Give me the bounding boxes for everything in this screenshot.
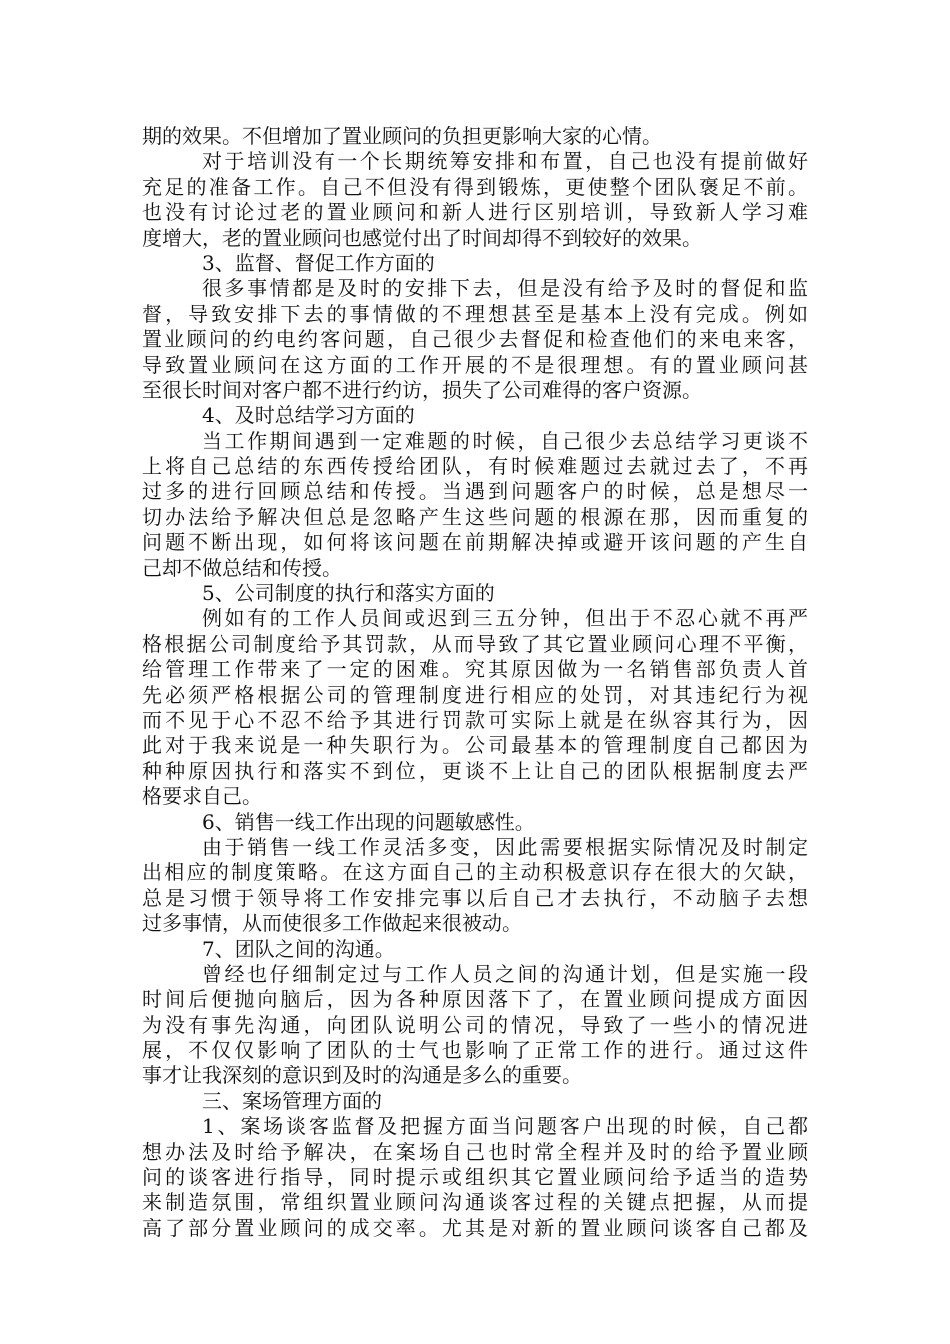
text-line: 例如有的工作人员间或迟到三五分钟，但出于不忍心就不再严 [202, 606, 808, 631]
text-line: 问的谈客进行指导，同时提示或组织其它置业顾问给予适当的造势 [142, 1165, 808, 1190]
text-line: 当工作期间遇到一定难题的时候，自己很少去总结学习更谈不 [202, 428, 808, 453]
text-line: 也没有讨论过老的置业顾问和新人进行区别培训，导致新人学习难 [142, 200, 808, 225]
text-line: 切办法给予解决但总是忽略产生这些问题的根源在那，因而重复的 [142, 504, 808, 529]
text-line: 5、公司制度的执行和落实方面的 [202, 581, 495, 606]
text-line: 上将自己总结的东西传授给团队，有时候难题过去就过去了，不再 [142, 454, 808, 479]
text-line: 充足的准备工作。自己不但没有得到锻炼，更使整个团队褒足不前。 [142, 174, 808, 199]
text-line: 为没有事先沟通，向团队说明公司的情况，导致了一些小的情况进 [142, 1012, 808, 1037]
text-line: 导致置业顾问在这方面的工作开展的不是很理想。有的置业顾问甚 [142, 352, 808, 377]
text-line: 问题不断出现，如何将该问题在前期解决掉或避开该问题的产生自 [142, 530, 808, 555]
text-line: 高了部分置业顾问的成交率。尤其是对新的置业顾问谈客自己都及 [142, 1215, 808, 1240]
text-line: 很多事情都是及时的安排下去，但是没有给予及时的督促和监 [202, 276, 808, 301]
text-line: 格根据公司制度给予其罚款，从而导致了其它置业顾问心理不平衡， [142, 631, 808, 656]
text-line: 曾经也仔细制定过与工作人员之间的沟通计划，但是实施一段 [202, 961, 808, 986]
text-line: 总是习惯于领导将工作安排完事以后自己才去执行，不动脑子去想 [142, 885, 808, 910]
text-line: 3、监督、督促工作方面的 [202, 250, 435, 275]
text-line: 4、及时总结学习方面的 [202, 403, 415, 428]
text-line: 度增大，老的置业顾问也感觉付出了时间却得不到较好的效果。 [142, 225, 702, 250]
text-line: 先必须严格根据公司的管理制度进行相应的处罚，对其违纪行为视 [142, 682, 808, 707]
text-line: 事才让我深刻的意识到及时的沟通是多么的重要。 [142, 1063, 582, 1088]
text-line: 展，不仅仅影响了团队的士气也影响了正常工作的进行。通过这件 [142, 1038, 808, 1063]
text-line: 此对于我来说是一种失职行为。公司最基本的管理制度自己都因为 [142, 733, 808, 758]
text-line: 至很长时间对客户都不进行约访，损失了公司难得的客户资源。 [142, 377, 702, 402]
text-line: 来制造氛围，常组织置业顾问沟通谈客过程的关键点把握，从而提 [142, 1190, 808, 1215]
text-line: 过多的进行回顾总结和传授。当遇到问题客户的时候，总是想尽一 [142, 479, 808, 504]
text-line: 7、团队之间的沟通。 [202, 936, 395, 961]
text-line: 己却不做总结和传授。 [142, 555, 342, 580]
text-line: 格要求自己。 [142, 784, 262, 809]
text-line: 置业顾问的约电约客问题，自己很少去督促和检查他们的来电来客， [142, 327, 808, 352]
text-line: 时间后便抛向脑后，因为各种原因落下了，在置业顾问提成方面因 [142, 987, 808, 1012]
text-line: 由于销售一线工作灵活多变，因此需要根据实际情况及时制定 [202, 834, 808, 859]
text-line: 种种原因执行和落实不到位，更谈不上让自己的团队根据制度去严 [142, 758, 808, 783]
text-line: 过多事情，从而使很多工作做起来很被动。 [142, 911, 522, 936]
text-line: 给管理工作带来了一定的困难。究其原因做为一名销售部负责人首 [142, 657, 808, 682]
document-body [142, 124, 808, 1241]
text-line: 督，导致安排下去的事情做的不理想甚至是基本上没有完成。例如 [142, 301, 808, 326]
text-line: 对于培训没有一个长期统筹安排和布置，自己也没有提前做好 [202, 149, 808, 174]
text-line: 1、案场谈客监督及把握方面当问题客户出现的时候，自己都 [202, 1114, 808, 1139]
text-line: 想办法及时给予解决，在案场自己也时常全程并及时的给予置业顾 [142, 1139, 808, 1164]
text-line: 出相应的制度策略。在这方面自己的主动积极意识存在很大的欠缺， [142, 860, 808, 885]
text-line: 6、销售一线工作出现的问题敏感性。 [202, 809, 535, 834]
text-line: 三、案场管理方面的 [202, 1088, 382, 1113]
text-line: 期的效果。不但增加了置业顾问的负担更影响大家的心情。 [142, 124, 662, 148]
text-line: 而不见于心不忍不给予其进行罚款可实际上就是在纵容其行为，因 [142, 707, 808, 732]
